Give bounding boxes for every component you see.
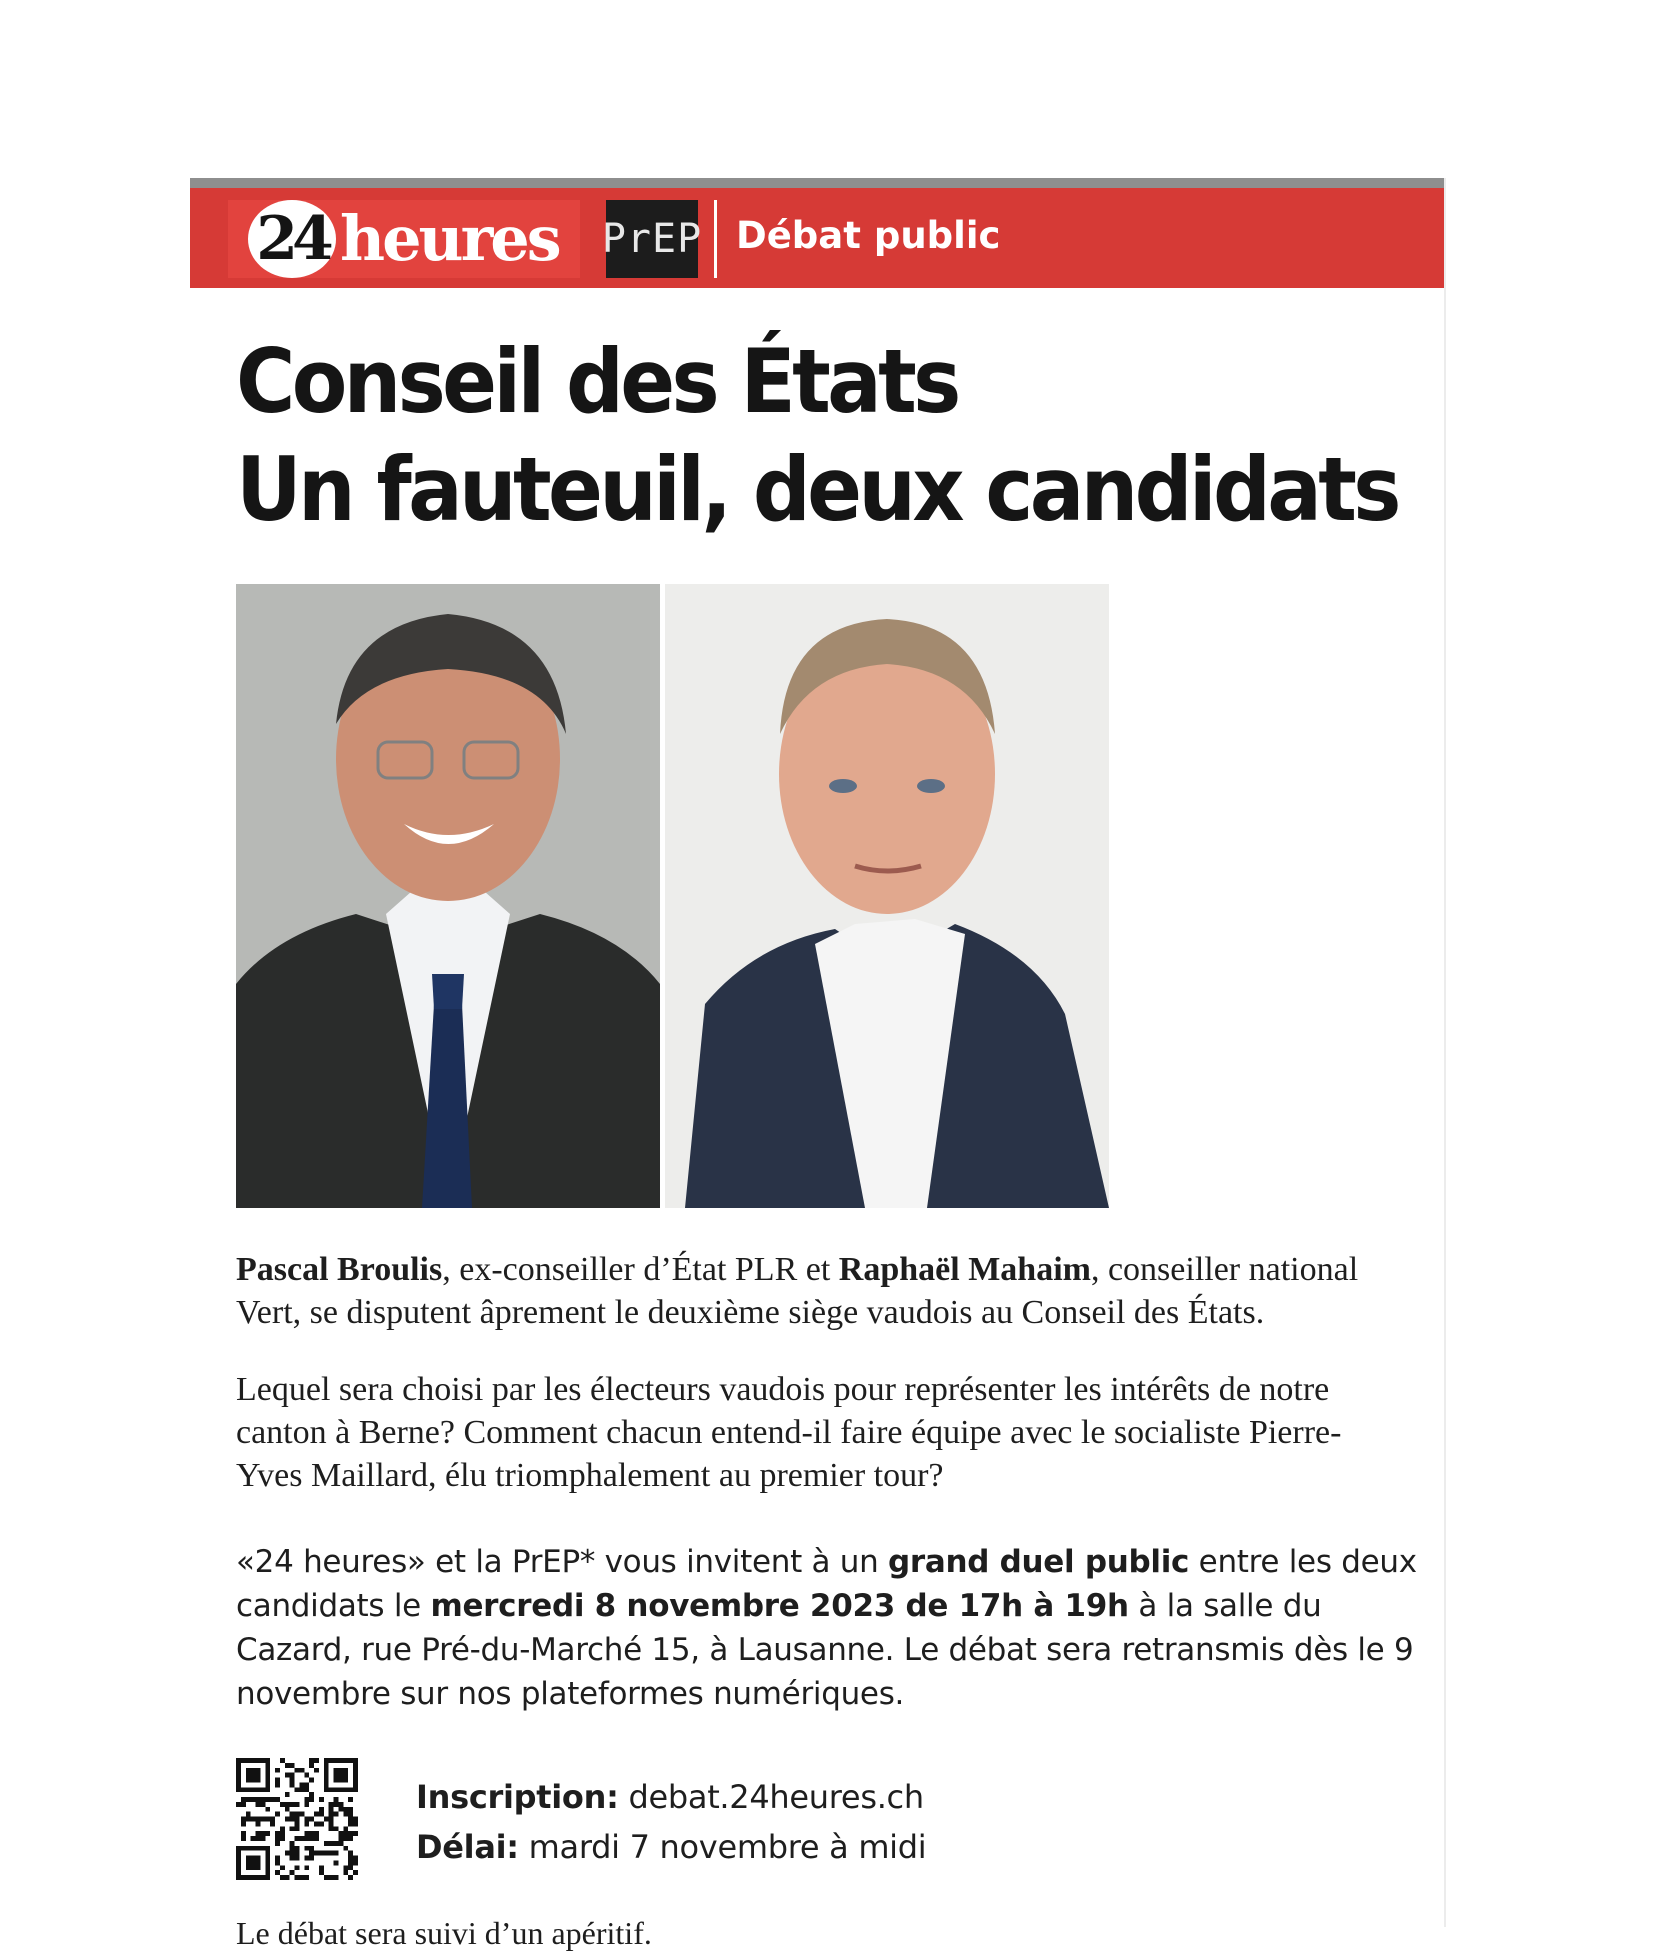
top-rule: [190, 178, 1444, 188]
logo-word: heures: [340, 202, 559, 275]
invitation-text-3: à la salle du Cazard, rue Pré-du-Marché 15, à Lausanne. Le débat sera retransmis dès le 9 novembre sur nos plateformes numériques.: [236, 1588, 1414, 1712]
question-paragraph: Lequel sera choisi par les électeurs vaudois pour représenter les intérêts de notre canton à Berne? Comment chacun entend-il faire équipe avec le socialiste Pierre-Yves Maillard, élu triomphalement au premier tour?: [236, 1371, 1342, 1494]
intro-text-1: , ex-conseiller d’État PLR et: [442, 1251, 839, 1288]
logo-number: 24: [248, 200, 336, 278]
24heures-logo: [228, 200, 580, 278]
truncated-text-line: Le débat sera suivi d’un apéritif.: [236, 1915, 652, 1951]
deadline-value: mardi 7 novembre à midi: [518, 1828, 927, 1866]
registration-label: Inscription:: [416, 1778, 619, 1816]
invitation-highlight-date: mercredi 8 novembre 2023 de 17h à 19h: [430, 1588, 1129, 1624]
qr-code[interactable]: [236, 1758, 358, 1880]
portrait-right-photo: [665, 584, 1109, 1208]
deadline-label: Délai:: [416, 1828, 519, 1866]
header-banner: [190, 188, 1444, 288]
banner-label: Débat public: [736, 214, 1001, 257]
invitation-paragraph: [236, 1540, 1426, 1716]
registration-url[interactable]: debat.24heures.ch: [618, 1778, 924, 1816]
headline: [236, 328, 1398, 544]
banner-divider: [714, 200, 717, 278]
intro-text-2: , conseiller national Vert, se disputent âprement le deuxième siège vaudois au Conseil des États.: [236, 1251, 1359, 1331]
candidate-name-2: Raphaël Mahaim: [838, 1251, 1091, 1288]
portrait-left-photo: [236, 584, 660, 1208]
invitation-highlight-duel: grand duel public: [887, 1544, 1190, 1580]
intro-paragraph: [236, 1248, 1406, 1334]
deadline-line: [416, 1822, 926, 1872]
candidate-name-1: Pascal Broulis: [236, 1251, 443, 1288]
prep-logo: PrEP: [606, 200, 698, 278]
registration-info: [416, 1772, 926, 1872]
invitation-text-1: «24 heures» et la PrEP* vous invitent à un: [236, 1544, 888, 1580]
invitation-text-2: entre les deux candidats le: [236, 1544, 1417, 1624]
headline-line-1: Conseil des États: [236, 330, 958, 433]
debate-ad-card: [190, 178, 1446, 1951]
registration-line: [416, 1772, 926, 1822]
headline-line-2: Un fauteuil, deux candidats: [236, 438, 1398, 541]
